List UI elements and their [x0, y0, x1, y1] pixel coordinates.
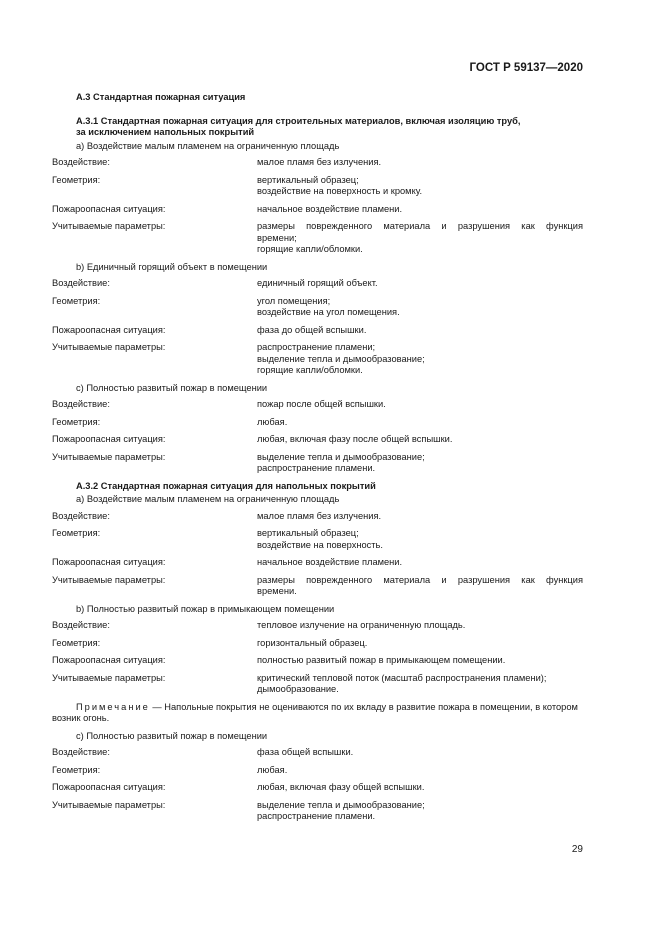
parameter-key: Учитываемые параметры:: [52, 221, 166, 231]
parameter-key: Воздействие:: [52, 747, 110, 757]
parameter-value-line: времени.: [257, 586, 297, 596]
parameter-value-line: пожар после общей вспышки.: [257, 399, 386, 409]
parameter-value: [257, 204, 583, 216]
parameter-row: [52, 782, 583, 794]
parameter-value-line: вертикальный образец;: [257, 174, 359, 185]
parameter-row: [52, 638, 583, 650]
item-label: а) Воздействие малым пламенем на ограниченную площадь: [76, 494, 340, 504]
parameter-row: [52, 342, 583, 377]
parameter-value-line: любая.: [257, 416, 288, 427]
parameter-value-line: воздействие на поверхность и кромку.: [257, 186, 423, 196]
parameter-value-line: начальное воздействие пламени.: [257, 203, 403, 214]
parameter-value-line: фаза общей вспышки.: [257, 747, 354, 757]
parameter-value-line: любая, включая фазу после общей вспышки.: [257, 434, 453, 444]
parameter-value: [257, 452, 583, 475]
parameter-value: [257, 800, 583, 823]
parameter-row: [52, 204, 583, 216]
parameter-value-line: выделение тепла и дымообразование;: [257, 451, 425, 462]
parameter-value: [257, 765, 583, 777]
parameter-key: Учитываемые параметры:: [52, 574, 166, 585]
parameter-value: [257, 417, 583, 429]
item-s1b: [52, 262, 583, 377]
parameter-value-line: тепловое излучение на ограниченную площадь.: [257, 620, 466, 630]
parameter-row: [52, 800, 583, 823]
item-s2a: [52, 494, 583, 598]
parameter-key: Учитываемые параметры:: [52, 799, 166, 810]
item-s2c: [52, 731, 583, 823]
note-paragraph: [52, 702, 583, 725]
parameter-key: Геометрия:: [52, 416, 101, 427]
parameter-key: Воздействие:: [52, 157, 110, 167]
parameter-row: [52, 655, 583, 667]
item-s1c: [52, 383, 583, 475]
parameter-key: Геометрия:: [52, 764, 101, 775]
parameter-row: [52, 528, 583, 551]
parameter-key: Учитываемые параметры:: [52, 342, 166, 352]
parameter-row: [52, 575, 583, 598]
parameter-key: Пожароопасная ситуация:: [52, 557, 166, 567]
parameter-row: [52, 175, 583, 198]
parameter-value: [257, 175, 583, 198]
parameter-value: [257, 528, 583, 551]
parameter-value: [257, 620, 583, 632]
parameter-value-line: распространение пламени.: [257, 463, 376, 473]
subsection-title-1-line1: А.3.1 Стандартная пожарная ситуация для строительных материалов, включая изоляцию труб,: [76, 115, 521, 126]
parameter-value: [257, 511, 583, 523]
item-s2b: [52, 604, 583, 696]
parameter-key: Пожароопасная ситуация:: [52, 782, 166, 792]
parameter-key: Геометрия:: [52, 174, 101, 185]
parameter-value-line: любая.: [257, 764, 288, 775]
parameter-key: Учитываемые параметры:: [52, 672, 166, 683]
parameter-row: [52, 620, 583, 632]
parameter-value-line: дымообразование.: [257, 684, 339, 694]
parameter-value: [257, 557, 583, 569]
parameter-value-line: размеры поврежденного материала и разрушения как функция: [257, 221, 583, 231]
parameter-value-line: малое пламя без излучения.: [257, 510, 382, 521]
parameter-row: [52, 417, 583, 429]
parameter-value-line: горящие капли/обломки.: [257, 244, 363, 254]
page-number: 29: [571, 844, 583, 855]
parameter-value-line: фаза до общей вспышки.: [257, 324, 367, 335]
parameter-value: [257, 638, 583, 650]
note-label: Примечание: [76, 701, 150, 712]
parameter-row: [52, 452, 583, 475]
parameter-value: [257, 325, 583, 337]
parameter-key: Геометрия:: [52, 295, 101, 306]
parameter-value: [257, 157, 583, 169]
parameter-value-line: распространение пламени.: [257, 811, 376, 821]
parameter-key: Пожароопасная ситуация:: [52, 203, 166, 214]
parameter-value-line: малое пламя без излучения.: [257, 157, 382, 167]
parameter-key: Пожароопасная ситуация:: [52, 655, 166, 665]
item-label: c) Полностью развитый пожар в помещении: [76, 382, 268, 393]
parameter-value: [257, 782, 583, 794]
parameter-row: [52, 673, 583, 696]
note-text: — Напольные покрытия не оцениваются по их вкладу в развитие пожара в помещении, в котором возник огонь.: [52, 701, 578, 723]
document-body: [52, 92, 583, 829]
parameter-value-line: угол помещения;: [257, 295, 331, 306]
parameter-row: [52, 765, 583, 777]
parameter-value-line: воздействие на поверхность.: [257, 539, 383, 550]
parameter-row: [52, 325, 583, 337]
parameter-key: Воздействие:: [52, 620, 110, 630]
parameter-value: [257, 434, 583, 446]
parameter-row: [52, 434, 583, 446]
parameter-value-line: любая, включая фазу общей вспышки.: [257, 782, 425, 792]
parameter-value-line: горящие капли/обломки.: [257, 365, 363, 375]
parameter-value-line: выделение тепла и дымообразование;: [257, 799, 425, 810]
parameter-row: [52, 278, 583, 290]
parameter-value: [257, 655, 583, 667]
item-label: b) Единичный горящий объект в помещении: [76, 261, 268, 272]
parameter-value-line: единичный горящий объект.: [257, 278, 378, 288]
parameter-row: [52, 296, 583, 319]
subsection-title-2: А.3.2 Стандартная пожарная ситуация для напольных покрытий: [76, 480, 376, 491]
parameter-value-line: размеры поврежденного материала и разрушения как функция: [257, 574, 583, 585]
parameter-row: [52, 399, 583, 411]
item-label: c) Полностью развитый пожар в помещении: [76, 730, 268, 741]
parameter-value: [257, 575, 583, 598]
parameter-key: Геометрия:: [52, 528, 101, 538]
parameter-row: [52, 221, 583, 256]
parameter-value-line: полностью развитый пожар в примыкающем помещении.: [257, 655, 506, 665]
parameter-row: [52, 747, 583, 759]
parameter-value-line: выделение тепла и дымообразование;: [257, 353, 425, 364]
parameter-key: Воздействие:: [52, 278, 110, 288]
parameter-value: [257, 296, 583, 319]
parameter-value-line: распространение пламени;: [257, 342, 376, 352]
section-title: А.3 Стандартная пожарная ситуация: [76, 92, 246, 102]
parameter-value-line: горизонтальный образец.: [257, 637, 368, 648]
parameter-value: [257, 342, 583, 377]
parameter-key: Пожароопасная ситуация:: [52, 324, 166, 335]
parameter-key: Воздействие:: [52, 399, 110, 409]
document-code: ГОСТ Р 59137—2020: [469, 62, 583, 74]
parameter-row: [52, 511, 583, 523]
parameter-key: Воздействие:: [52, 510, 110, 521]
parameter-row: [52, 557, 583, 569]
parameter-value-line: начальное воздействие пламени.: [257, 557, 403, 567]
parameter-key: Пожароопасная ситуация:: [52, 434, 166, 444]
parameter-value: [257, 673, 583, 696]
parameter-value-line: времени;: [257, 232, 297, 243]
parameter-value: [257, 278, 583, 290]
parameter-value-line: воздействие на угол помещения.: [257, 307, 400, 317]
parameter-key: Учитываемые параметры:: [52, 451, 166, 462]
item-label: а) Воздействие малым пламенем на ограниченную площадь: [76, 140, 340, 151]
parameter-value: [257, 747, 583, 759]
parameter-key: Геометрия:: [52, 637, 101, 648]
parameter-value: [257, 399, 583, 411]
parameter-value-line: вертикальный образец;: [257, 528, 359, 538]
parameter-value: [257, 221, 583, 256]
subsection-title-1: [52, 116, 583, 139]
parameter-row: [52, 157, 583, 169]
parameter-value-line: критический тепловой поток (масштаб распространения пламени);: [257, 672, 547, 683]
item-s1a: [52, 141, 583, 256]
item-label: b) Полностью развитый пожар в примыкающем помещении: [76, 603, 335, 614]
subsection-title-1-line2: за исключением напольных покрытий: [76, 127, 255, 137]
